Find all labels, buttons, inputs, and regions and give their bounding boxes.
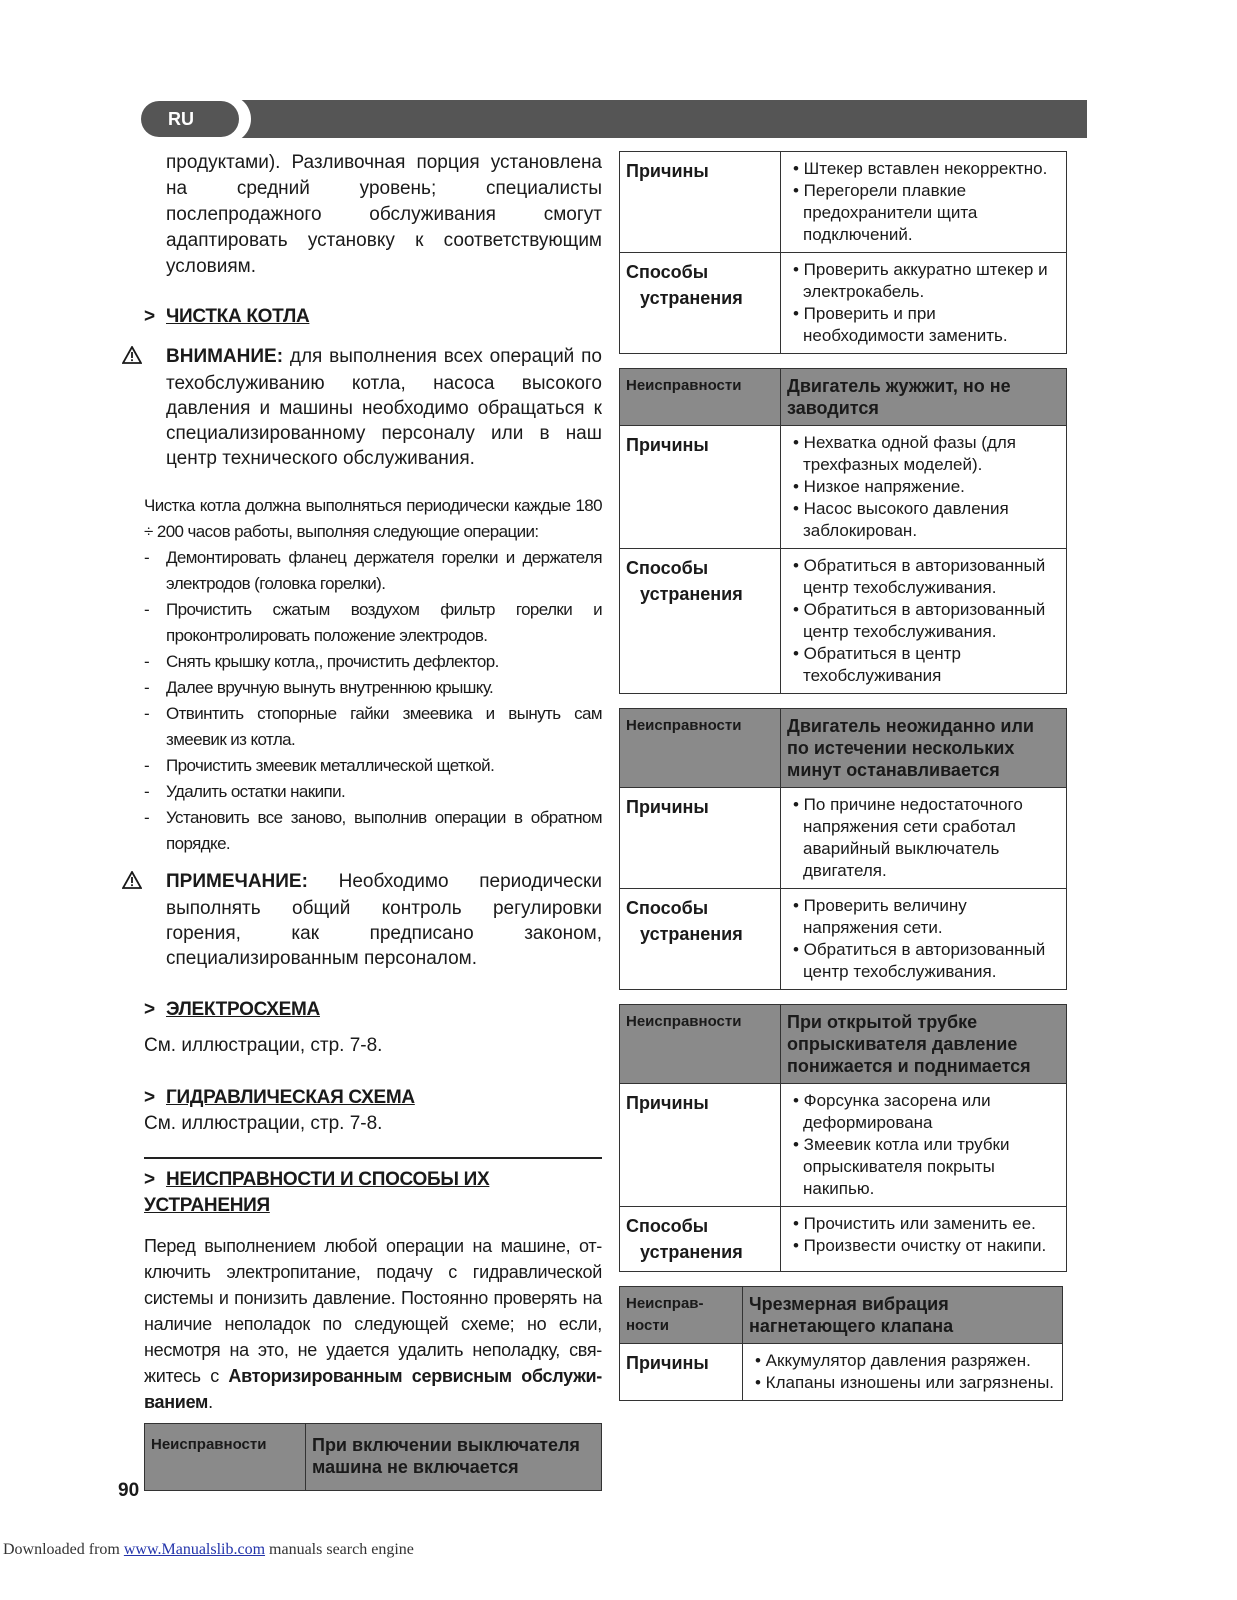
bullet-item: • Обратиться в авторизованный центр техобслуживания.	[793, 940, 1046, 981]
list-item: - Установить все заново, выполнив операции в обратном порядке.	[144, 805, 602, 857]
fault-label: Неисправ-ности	[620, 1287, 743, 1344]
fault-label: Неисправности	[620, 709, 781, 788]
causes-label: Причины	[620, 1344, 743, 1401]
causes-label: Причины	[620, 788, 781, 889]
causes-cell	[781, 788, 1067, 889]
fault-label: Неисправности	[620, 369, 781, 426]
fixes-cell	[781, 889, 1067, 990]
causes-cell	[781, 1084, 1067, 1207]
bullet-item: • Низкое напряжение.	[793, 477, 965, 496]
bullet-item: • Насос высокого давления заблокирован.	[793, 499, 1009, 540]
chevron-right-icon: >	[144, 999, 155, 1020]
causes-label: Причины	[620, 152, 781, 253]
causes-label: Причины	[620, 426, 781, 549]
chevron-right-icon: >	[144, 306, 155, 327]
list-item: - Далее вручную вынуть внутреннюю крышку.	[144, 675, 602, 701]
fixes-cell	[781, 549, 1067, 694]
bullet-item: • Прочистить или заменить ее.	[793, 1214, 1036, 1233]
section-divider	[144, 1157, 602, 1159]
fixes-label: Способы устранения	[620, 253, 781, 354]
bullet-item: • Обратиться в центр техобслуживания	[793, 644, 961, 685]
bullet-item: • Проверить величину напряжения сети.	[793, 896, 967, 937]
right-column	[619, 151, 1067, 1401]
list-item: - Демонтировать фланец держателя горелки и держателя электродов (головка горелки).	[144, 545, 602, 597]
warning-triangle-icon	[144, 346, 166, 371]
causes-cell	[781, 152, 1067, 253]
causes-cell	[743, 1344, 1063, 1401]
intro-paragraph: продуктами). Разливочная порция установлена на средний уровень; специалисты послепродажного обслуживания смогут адаптировать установку к соответствующим условиям.	[166, 152, 602, 277]
bullet-item: • Аккумулятор давления разряжен.	[755, 1351, 1031, 1370]
bullet-item: • Произвести очистку от накипи.	[793, 1236, 1047, 1255]
fixes-cell	[781, 253, 1067, 354]
fault-label: Неисправности	[620, 1005, 781, 1084]
fault-table-1-head	[144, 1423, 602, 1491]
fault-table-1	[619, 151, 1067, 354]
fault-title: Двигатель жужжит, но не заводится	[781, 369, 1067, 426]
fault-table-2	[619, 368, 1067, 694]
list-item: - Прочистить сжатым воздухом фильтр горелки и проконтролировать положение электродов.	[144, 597, 602, 649]
bullet-item: • Обратиться в авторизованный центр техобслуживания.	[793, 600, 1046, 641]
fault-table-5	[619, 1286, 1063, 1401]
fixes-label: Способы устранения	[620, 549, 781, 694]
warning-triangle-icon	[144, 871, 166, 896]
faults-heading: > НЕИСПРАВНОСТИ И СПОСОБЫ ИХ УСТРАНЕНИЯ	[144, 1169, 490, 1216]
bullet-item: • Клапаны изношены или загрязнены.	[755, 1373, 1055, 1392]
boiler-cleaning-heading: > ЧИСТКА КОТЛА	[144, 304, 602, 330]
chevron-right-icon: >	[144, 1087, 155, 1108]
language-badge: RU	[141, 101, 239, 137]
list-item: - Снять крышку котла,, прочистить дефлектор.	[144, 649, 602, 675]
causes-cell	[781, 426, 1067, 549]
hydraulic-scheme-heading: > ГИДРАВЛИЧЕСКАЯ СХЕМА	[144, 1085, 602, 1111]
chevron-right-icon: >	[144, 1169, 155, 1190]
electric-scheme-text: См. иллюстрации, стр. 7-8.	[144, 1035, 383, 1056]
bullet-item: • Штекер вставлен некорректно.	[793, 159, 1048, 178]
manualslib-link[interactable]: www.Manualslib.com	[123, 1541, 266, 1558]
bullet-item: • По причине недостаточного напряжения сети сработал аварийный выключатель двигателя.	[793, 795, 1023, 880]
bullet-item: • Змеевик котла или трубки опрыскивателя покрыты накипью.	[793, 1135, 1010, 1198]
fixes-label: Способы устранения	[620, 889, 781, 990]
fault-label: Неисправности	[145, 1424, 306, 1491]
electric-scheme-heading: > ЭЛЕКТРОСХЕМА	[144, 997, 602, 1023]
bullet-item: • Нехватка одной фазы (для трехфазных моделей).	[793, 433, 1016, 474]
boiler-cleaning-text: Чистка котла должна выполняться периодически каждые 180 ÷ 200 часов работы, выполняя следующие операции:	[144, 496, 602, 541]
cleaning-steps-list	[144, 545, 602, 857]
bullet-item: • Форсунка засорена или деформирована	[793, 1091, 991, 1132]
faults-intro: Перед выполнением любой операции на машине, от-ключить электропитание, подачу с гидравлической системы и понизить давление. Постоянно проверять на наличие неполадок по следующей схеме; но если, несмотря на это, не удается удалить неполадку, свя-житесь с Авторизированным сервисным обслужи-ванием.	[144, 1236, 602, 1412]
fault-title: При открытой трубке опрыскивателя давление понижается и поднимается	[781, 1005, 1067, 1084]
fixes-cell	[781, 1207, 1067, 1272]
note-block: ПРИМЕЧАНИЕ: Необходимо периодически выполнять общий контроль регулировки горения, как предписано законом, специализированным персоналом.	[144, 869, 602, 971]
bullet-item: • Проверить аккуратно штекер и электрокабель.	[793, 260, 1048, 301]
fault-title: При включении выключателя машина не включается	[306, 1424, 602, 1491]
fault-table-3	[619, 708, 1067, 990]
bullet-item: • Проверить и при необходимости заменить.	[793, 304, 1008, 345]
causes-label: Причины	[620, 1084, 781, 1207]
list-item: - Удалить остатки накипи.	[144, 779, 602, 805]
page-number: 90	[118, 1480, 140, 1501]
left-column	[144, 150, 602, 1491]
fault-title: Чрезмерная вибрация нагнетающего клапана	[743, 1287, 1063, 1344]
header-bar	[225, 100, 1087, 138]
bullet-item: • Обратиться в авторизованный центр техобслуживания.	[793, 556, 1046, 597]
bullet-item: • Перегорели плавкие предохранители щита подключений.	[793, 181, 978, 244]
footer-text: Downloaded from www.Manualslib.com manuals search engine	[3, 1541, 414, 1558]
fault-table-4	[619, 1004, 1067, 1272]
warning-block: ВНИМАНИЕ: для выполнения всех операций по техобслуживанию котла, насоса высокого давления и машины необходимо обращаться к специализированному персоналу или в наш центр технического обслуживания.	[144, 344, 602, 471]
fault-title: Двигатель неожиданно или по истечении нескольких минут останавливается	[781, 709, 1067, 788]
list-item: - Прочистить змеевик металлической щеткой.	[144, 753, 602, 779]
fixes-label: Способы устранения	[620, 1207, 781, 1272]
list-item: - Отвинтить стопорные гайки змеевика и вынуть сам змеевик из котла.	[144, 701, 602, 753]
hydraulic-scheme-text: См. иллюстрации, стр. 7-8.	[144, 1113, 383, 1134]
